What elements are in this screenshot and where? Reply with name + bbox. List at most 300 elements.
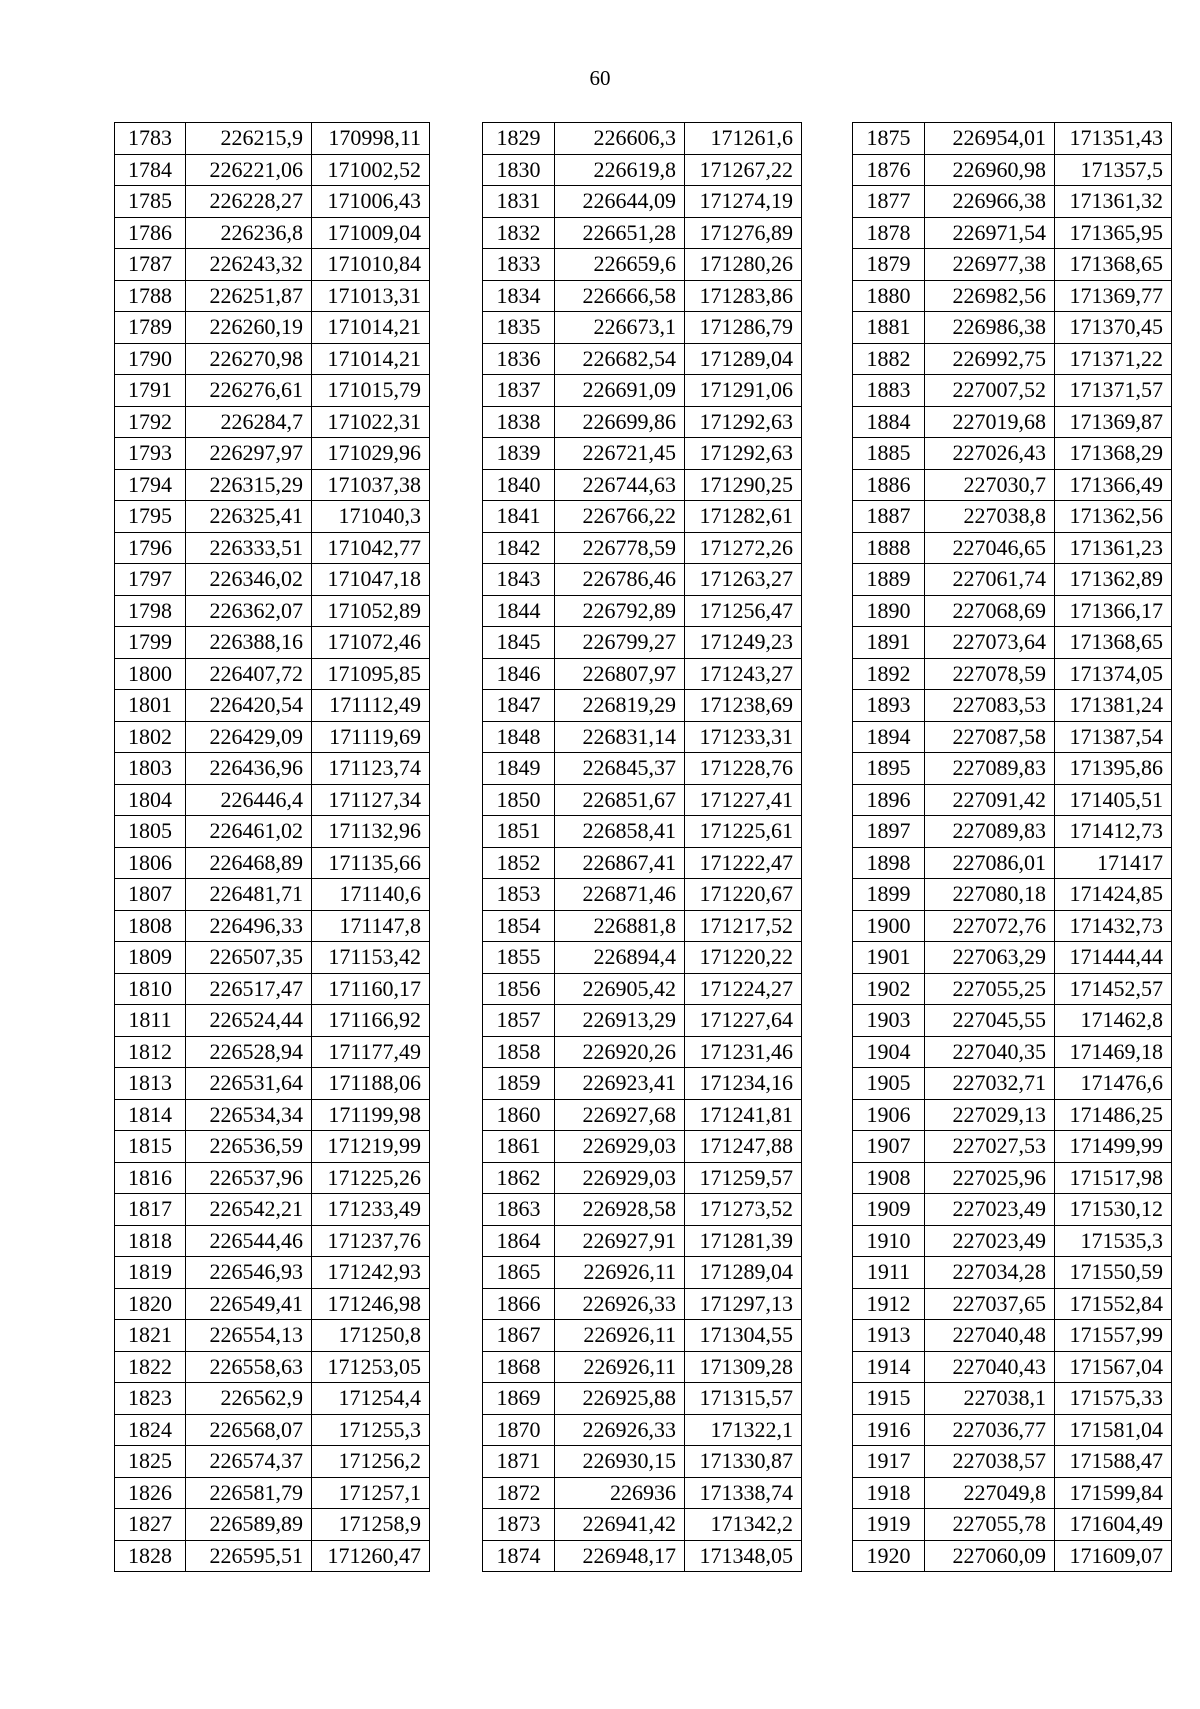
- x-coordinate-cell: 227060,09: [925, 1540, 1055, 1572]
- point-number-cell: 1890: [853, 595, 925, 627]
- y-coordinate-cell: 171047,18: [312, 564, 430, 596]
- x-coordinate-cell: 226346,02: [186, 564, 312, 596]
- point-number-cell: 1909: [853, 1194, 925, 1226]
- point-number-cell: 1832: [483, 217, 555, 249]
- y-coordinate-cell: 171140,6: [312, 879, 430, 911]
- point-number-cell: 1848: [483, 721, 555, 753]
- x-coordinate-cell: 226691,09: [555, 375, 685, 407]
- table-row: [853, 438, 1172, 470]
- point-number-cell: 1898: [853, 847, 925, 879]
- x-coordinate-cell: 226881,8: [555, 910, 685, 942]
- x-coordinate-cell: 227019,68: [925, 406, 1055, 438]
- point-number-cell: 1920: [853, 1540, 925, 1572]
- y-coordinate-cell: 171588,47: [1055, 1446, 1172, 1478]
- x-coordinate-cell: 227038,57: [925, 1446, 1055, 1478]
- point-number-cell: 1904: [853, 1036, 925, 1068]
- y-coordinate-cell: 171135,66: [312, 847, 430, 879]
- table-row: [115, 1162, 430, 1194]
- y-coordinate-cell: 171557,99: [1055, 1320, 1172, 1352]
- x-coordinate-cell: 226744,63: [555, 469, 685, 501]
- point-number-cell: 1793: [115, 438, 186, 470]
- point-number-cell: 1783: [115, 123, 186, 155]
- point-number-cell: 1872: [483, 1477, 555, 1509]
- point-number-cell: 1914: [853, 1351, 925, 1383]
- table-row: [483, 1509, 802, 1541]
- point-number-cell: 1809: [115, 942, 186, 974]
- y-coordinate-cell: 171338,74: [685, 1477, 802, 1509]
- table-row: [483, 406, 802, 438]
- x-coordinate-cell: 226927,68: [555, 1099, 685, 1131]
- x-coordinate-cell: 226651,28: [555, 217, 685, 249]
- x-coordinate-cell: 226542,21: [186, 1194, 312, 1226]
- x-coordinate-cell: 226407,72: [186, 658, 312, 690]
- x-coordinate-cell: 226960,98: [925, 154, 1055, 186]
- x-coordinate-cell: 226619,8: [555, 154, 685, 186]
- table-row: [853, 942, 1172, 974]
- table-row: [115, 1446, 430, 1478]
- point-number-cell: 1905: [853, 1068, 925, 1100]
- point-number-cell: 1787: [115, 249, 186, 281]
- point-number-cell: 1860: [483, 1099, 555, 1131]
- point-number-cell: 1907: [853, 1131, 925, 1163]
- x-coordinate-cell: 226971,54: [925, 217, 1055, 249]
- point-number-cell: 1885: [853, 438, 925, 470]
- table-row: [115, 280, 430, 312]
- x-coordinate-cell: 226558,63: [186, 1351, 312, 1383]
- x-coordinate-cell: 226429,09: [186, 721, 312, 753]
- table-row: [483, 343, 802, 375]
- table-row: [115, 879, 430, 911]
- point-number-cell: 1868: [483, 1351, 555, 1383]
- point-number-cell: 1797: [115, 564, 186, 596]
- x-coordinate-cell: 226666,58: [555, 280, 685, 312]
- y-coordinate-cell: 171365,95: [1055, 217, 1172, 249]
- point-number-cell: 1883: [853, 375, 925, 407]
- table-row: [115, 1225, 430, 1257]
- table-row: [483, 1194, 802, 1226]
- point-number-cell: 1849: [483, 753, 555, 785]
- y-coordinate-cell: 171227,41: [685, 784, 802, 816]
- point-number-cell: 1791: [115, 375, 186, 407]
- x-coordinate-cell: 227032,71: [925, 1068, 1055, 1100]
- table-row: [483, 375, 802, 407]
- x-coordinate-cell: 227055,78: [925, 1509, 1055, 1541]
- point-number-cell: 1902: [853, 973, 925, 1005]
- x-coordinate-cell: 227040,35: [925, 1036, 1055, 1068]
- x-coordinate-cell: 226941,42: [555, 1509, 685, 1541]
- point-number-cell: 1876: [853, 154, 925, 186]
- y-coordinate-cell: 171371,57: [1055, 375, 1172, 407]
- point-number-cell: 1814: [115, 1099, 186, 1131]
- point-number-cell: 1847: [483, 690, 555, 722]
- y-coordinate-cell: 171227,64: [685, 1005, 802, 1037]
- table-row: [853, 973, 1172, 1005]
- y-coordinate-cell: 171368,29: [1055, 438, 1172, 470]
- table-row: [853, 1540, 1172, 1572]
- y-coordinate-cell: 171255,3: [312, 1414, 430, 1446]
- y-coordinate-cell: 171368,65: [1055, 627, 1172, 659]
- table-row: [115, 910, 430, 942]
- point-number-cell: 1871: [483, 1446, 555, 1478]
- y-coordinate-cell: 171405,51: [1055, 784, 1172, 816]
- point-number-cell: 1845: [483, 627, 555, 659]
- point-number-cell: 1919: [853, 1509, 925, 1541]
- y-coordinate-cell: 171220,67: [685, 879, 802, 911]
- y-coordinate-cell: 171249,23: [685, 627, 802, 659]
- point-number-cell: 1918: [853, 1477, 925, 1509]
- point-number-cell: 1796: [115, 532, 186, 564]
- y-coordinate-cell: 171052,89: [312, 595, 430, 627]
- table-row: [853, 501, 1172, 533]
- table-row: [115, 1257, 430, 1289]
- y-coordinate-cell: 171014,21: [312, 312, 430, 344]
- x-coordinate-cell: 226721,45: [555, 438, 685, 470]
- y-coordinate-cell: 171362,56: [1055, 501, 1172, 533]
- point-number-cell: 1915: [853, 1383, 925, 1415]
- y-coordinate-cell: 171444,44: [1055, 942, 1172, 974]
- point-number-cell: 1881: [853, 312, 925, 344]
- table-row: [115, 627, 430, 659]
- x-coordinate-cell: 227023,49: [925, 1194, 1055, 1226]
- table-row: [853, 249, 1172, 281]
- y-coordinate-cell: 171348,05: [685, 1540, 802, 1572]
- x-coordinate-cell: 226534,34: [186, 1099, 312, 1131]
- table-row: [853, 1351, 1172, 1383]
- point-number-cell: 1862: [483, 1162, 555, 1194]
- x-coordinate-cell: 226928,58: [555, 1194, 685, 1226]
- point-number-cell: 1917: [853, 1446, 925, 1478]
- point-number-cell: 1863: [483, 1194, 555, 1226]
- x-coordinate-cell: 227091,42: [925, 784, 1055, 816]
- y-coordinate-cell: 171241,81: [685, 1099, 802, 1131]
- point-number-cell: 1810: [115, 973, 186, 1005]
- point-number-cell: 1794: [115, 469, 186, 501]
- point-number-cell: 1829: [483, 123, 555, 155]
- y-coordinate-cell: 171029,96: [312, 438, 430, 470]
- y-coordinate-cell: 171160,17: [312, 973, 430, 1005]
- x-coordinate-cell: 226546,93: [186, 1257, 312, 1289]
- x-coordinate-cell: 226659,6: [555, 249, 685, 281]
- table-row: [115, 1540, 430, 1572]
- y-coordinate-cell: 171238,69: [685, 690, 802, 722]
- point-number-cell: 1789: [115, 312, 186, 344]
- table-row: [115, 501, 430, 533]
- coordinate-table-1: [114, 122, 430, 1572]
- point-number-cell: 1819: [115, 1257, 186, 1289]
- y-coordinate-cell: 171609,07: [1055, 1540, 1172, 1572]
- x-coordinate-cell: 227007,52: [925, 375, 1055, 407]
- table-row: [483, 1351, 802, 1383]
- point-number-cell: 1785: [115, 186, 186, 218]
- y-coordinate-cell: 171286,79: [685, 312, 802, 344]
- x-coordinate-cell: 226531,64: [186, 1068, 312, 1100]
- y-coordinate-cell: 171233,49: [312, 1194, 430, 1226]
- point-number-cell: 1856: [483, 973, 555, 1005]
- point-number-cell: 1913: [853, 1320, 925, 1352]
- x-coordinate-cell: 226315,29: [186, 469, 312, 501]
- point-number-cell: 1812: [115, 1036, 186, 1068]
- point-number-cell: 1888: [853, 532, 925, 564]
- point-number-cell: 1841: [483, 501, 555, 533]
- y-coordinate-cell: 171371,22: [1055, 343, 1172, 375]
- table-row: [483, 1005, 802, 1037]
- x-coordinate-cell: 226682,54: [555, 343, 685, 375]
- y-coordinate-cell: 171499,99: [1055, 1131, 1172, 1163]
- y-coordinate-cell: 171366,49: [1055, 469, 1172, 501]
- table-row: [115, 217, 430, 249]
- x-coordinate-cell: 227089,83: [925, 816, 1055, 848]
- x-coordinate-cell: 226420,54: [186, 690, 312, 722]
- x-coordinate-cell: 227073,64: [925, 627, 1055, 659]
- point-number-cell: 1837: [483, 375, 555, 407]
- x-coordinate-cell: 226792,89: [555, 595, 685, 627]
- x-coordinate-cell: 226568,07: [186, 1414, 312, 1446]
- table-row: [115, 406, 430, 438]
- table-row: [483, 721, 802, 753]
- y-coordinate-cell: 171243,27: [685, 658, 802, 690]
- y-coordinate-cell: 171330,87: [685, 1446, 802, 1478]
- table-row: [483, 879, 802, 911]
- x-coordinate-cell: 227083,53: [925, 690, 1055, 722]
- x-coordinate-cell: 226913,29: [555, 1005, 685, 1037]
- point-number-cell: 1803: [115, 753, 186, 785]
- x-coordinate-cell: 226228,27: [186, 186, 312, 218]
- point-number-cell: 1802: [115, 721, 186, 753]
- x-coordinate-cell: 226544,46: [186, 1225, 312, 1257]
- table-row: [483, 1068, 802, 1100]
- y-coordinate-cell: 171370,45: [1055, 312, 1172, 344]
- y-coordinate-cell: 171599,84: [1055, 1477, 1172, 1509]
- x-coordinate-cell: 227063,29: [925, 942, 1055, 974]
- x-coordinate-cell: 226699,86: [555, 406, 685, 438]
- point-number-cell: 1840: [483, 469, 555, 501]
- table-row: [115, 1099, 430, 1131]
- table-row: [483, 816, 802, 848]
- x-coordinate-cell: 226468,89: [186, 847, 312, 879]
- y-coordinate-cell: 171575,33: [1055, 1383, 1172, 1415]
- point-number-cell: 1836: [483, 343, 555, 375]
- y-coordinate-cell: 171362,89: [1055, 564, 1172, 596]
- x-coordinate-cell: 226236,8: [186, 217, 312, 249]
- table-row: [115, 942, 430, 974]
- point-number-cell: 1795: [115, 501, 186, 533]
- point-number-cell: 1870: [483, 1414, 555, 1446]
- y-coordinate-cell: 171417: [1055, 847, 1172, 879]
- x-coordinate-cell: 227049,8: [925, 1477, 1055, 1509]
- y-coordinate-cell: 171462,8: [1055, 1005, 1172, 1037]
- table-row: [483, 280, 802, 312]
- x-coordinate-cell: 226362,07: [186, 595, 312, 627]
- point-number-cell: 1865: [483, 1257, 555, 1289]
- x-coordinate-cell: 226966,38: [925, 186, 1055, 218]
- y-coordinate-cell: 171258,9: [312, 1509, 430, 1541]
- x-coordinate-cell: 226215,9: [186, 123, 312, 155]
- table-row: [115, 469, 430, 501]
- y-coordinate-cell: 171253,05: [312, 1351, 430, 1383]
- y-coordinate-cell: 171199,98: [312, 1099, 430, 1131]
- table-row: [853, 469, 1172, 501]
- point-number-cell: 1859: [483, 1068, 555, 1100]
- x-coordinate-cell: 226799,27: [555, 627, 685, 659]
- point-number-cell: 1877: [853, 186, 925, 218]
- table-row: [853, 753, 1172, 785]
- y-coordinate-cell: 171309,28: [685, 1351, 802, 1383]
- x-coordinate-cell: 227036,77: [925, 1414, 1055, 1446]
- table-row: [115, 1477, 430, 1509]
- y-coordinate-cell: 171006,43: [312, 186, 430, 218]
- table-row: [853, 123, 1172, 155]
- point-number-cell: 1844: [483, 595, 555, 627]
- x-coordinate-cell: 227029,13: [925, 1099, 1055, 1131]
- y-coordinate-cell: 171581,04: [1055, 1414, 1172, 1446]
- point-number-cell: 1784: [115, 154, 186, 186]
- x-coordinate-cell: 226905,42: [555, 973, 685, 1005]
- table-row: [115, 595, 430, 627]
- y-coordinate-cell: 171297,13: [685, 1288, 802, 1320]
- x-coordinate-cell: 226461,02: [186, 816, 312, 848]
- y-coordinate-cell: 171368,65: [1055, 249, 1172, 281]
- y-coordinate-cell: 171282,61: [685, 501, 802, 533]
- x-coordinate-cell: 226929,03: [555, 1131, 685, 1163]
- x-coordinate-cell: 226507,35: [186, 942, 312, 974]
- x-coordinate-cell: 226926,11: [555, 1257, 685, 1289]
- table-row: [853, 154, 1172, 186]
- x-coordinate-cell: 227080,18: [925, 879, 1055, 911]
- y-coordinate-cell: 170998,11: [312, 123, 430, 155]
- table-row: [483, 532, 802, 564]
- table-row: [115, 186, 430, 218]
- y-coordinate-cell: 171095,85: [312, 658, 430, 690]
- x-coordinate-cell: 226388,16: [186, 627, 312, 659]
- point-number-cell: 1811: [115, 1005, 186, 1037]
- x-coordinate-cell: 226496,33: [186, 910, 312, 942]
- x-coordinate-cell: 226925,88: [555, 1383, 685, 1415]
- point-number-cell: 1842: [483, 532, 555, 564]
- x-coordinate-cell: 226333,51: [186, 532, 312, 564]
- point-number-cell: 1853: [483, 879, 555, 911]
- y-coordinate-cell: 171224,27: [685, 973, 802, 1005]
- x-coordinate-cell: 226284,7: [186, 406, 312, 438]
- x-coordinate-cell: 226992,75: [925, 343, 1055, 375]
- x-coordinate-cell: 226926,11: [555, 1351, 685, 1383]
- table-row: [115, 343, 430, 375]
- x-coordinate-cell: 226954,01: [925, 123, 1055, 155]
- y-coordinate-cell: 171022,31: [312, 406, 430, 438]
- table-row: [853, 1162, 1172, 1194]
- x-coordinate-cell: 226276,61: [186, 375, 312, 407]
- y-coordinate-cell: 171002,52: [312, 154, 430, 186]
- y-coordinate-cell: 171219,99: [312, 1131, 430, 1163]
- y-coordinate-cell: 171132,96: [312, 816, 430, 848]
- point-number-cell: 1874: [483, 1540, 555, 1572]
- y-coordinate-cell: 171233,31: [685, 721, 802, 753]
- y-coordinate-cell: 171476,6: [1055, 1068, 1172, 1100]
- y-coordinate-cell: 171369,87: [1055, 406, 1172, 438]
- table-row: [483, 942, 802, 974]
- y-coordinate-cell: 171322,1: [685, 1414, 802, 1446]
- y-coordinate-cell: 171015,79: [312, 375, 430, 407]
- x-coordinate-cell: 227030,7: [925, 469, 1055, 501]
- x-coordinate-cell: 227045,55: [925, 1005, 1055, 1037]
- table-row: [115, 123, 430, 155]
- point-number-cell: 1884: [853, 406, 925, 438]
- point-number-cell: 1901: [853, 942, 925, 974]
- point-number-cell: 1880: [853, 280, 925, 312]
- y-coordinate-cell: 171395,86: [1055, 753, 1172, 785]
- table-row: [853, 1225, 1172, 1257]
- x-coordinate-cell: 227040,43: [925, 1351, 1055, 1383]
- point-number-cell: 1804: [115, 784, 186, 816]
- y-coordinate-cell: 171246,98: [312, 1288, 430, 1320]
- point-number-cell: 1858: [483, 1036, 555, 1068]
- y-coordinate-cell: 171274,19: [685, 186, 802, 218]
- y-coordinate-cell: 171369,77: [1055, 280, 1172, 312]
- table-row: [115, 154, 430, 186]
- x-coordinate-cell: 226858,41: [555, 816, 685, 848]
- table-row: [853, 1288, 1172, 1320]
- x-coordinate-cell: 226537,96: [186, 1162, 312, 1194]
- point-number-cell: 1911: [853, 1257, 925, 1289]
- table-row: [853, 690, 1172, 722]
- y-coordinate-cell: 171147,8: [312, 910, 430, 942]
- x-coordinate-cell: 226920,26: [555, 1036, 685, 1068]
- point-number-cell: 1866: [483, 1288, 555, 1320]
- table-row: [853, 910, 1172, 942]
- table-row: [853, 1509, 1172, 1541]
- table-row: [483, 154, 802, 186]
- point-number-cell: 1831: [483, 186, 555, 218]
- point-number-cell: 1893: [853, 690, 925, 722]
- y-coordinate-cell: 171261,6: [685, 123, 802, 155]
- y-coordinate-cell: 171604,49: [1055, 1509, 1172, 1541]
- x-coordinate-cell: 226606,3: [555, 123, 685, 155]
- table-row: [115, 532, 430, 564]
- table-row: [483, 1288, 802, 1320]
- y-coordinate-cell: 171452,57: [1055, 973, 1172, 1005]
- x-coordinate-cell: 227026,43: [925, 438, 1055, 470]
- point-number-cell: 1834: [483, 280, 555, 312]
- table-row: [853, 1005, 1172, 1037]
- y-coordinate-cell: 171217,52: [685, 910, 802, 942]
- table-row: [115, 847, 430, 879]
- table-row: [115, 1194, 430, 1226]
- table-row: [853, 1477, 1172, 1509]
- table-row: [483, 595, 802, 627]
- y-coordinate-cell: 171424,85: [1055, 879, 1172, 911]
- point-number-cell: 1867: [483, 1320, 555, 1352]
- point-number-cell: 1818: [115, 1225, 186, 1257]
- point-number-cell: 1855: [483, 942, 555, 974]
- point-number-cell: 1807: [115, 879, 186, 911]
- x-coordinate-cell: 227025,96: [925, 1162, 1055, 1194]
- point-number-cell: 1899: [853, 879, 925, 911]
- x-coordinate-cell: 227038,8: [925, 501, 1055, 533]
- table-row: [853, 375, 1172, 407]
- coordinate-table-3: [852, 122, 1172, 1572]
- x-coordinate-cell: 227086,01: [925, 847, 1055, 879]
- point-number-cell: 1838: [483, 406, 555, 438]
- y-coordinate-cell: 171292,63: [685, 438, 802, 470]
- y-coordinate-cell: 171283,86: [685, 280, 802, 312]
- table-row: [115, 816, 430, 848]
- table-row: [115, 249, 430, 281]
- y-coordinate-cell: 171387,54: [1055, 721, 1172, 753]
- table-row: [853, 658, 1172, 690]
- point-number-cell: 1825: [115, 1446, 186, 1478]
- table-row: [853, 1320, 1172, 1352]
- y-coordinate-cell: 171010,84: [312, 249, 430, 281]
- y-coordinate-cell: 171412,73: [1055, 816, 1172, 848]
